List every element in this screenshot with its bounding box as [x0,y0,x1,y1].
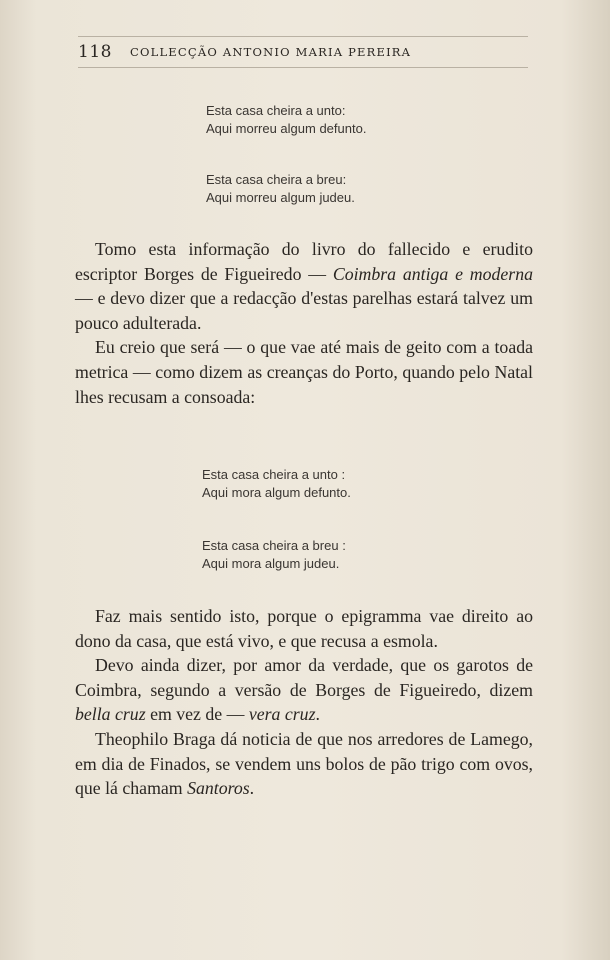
paragraph: Tomo esta informação do livro do fallecido e erudito escriptor Borges de Figueiredo — Coimbra antiga e moderna — e devo dizer que a redacção d'estas parelhas estará talvez um pouco adulterada. [75,239,533,333]
verse-line: Esta casa cheira a unto: [206,103,346,118]
page-number: 118 [78,42,112,62]
italic-term: bella cruz [75,704,146,725]
verse-line: Esta casa cheira a breu: [206,172,347,187]
page-header [78,36,528,68]
italic-term: Santoros [187,778,250,799]
italic-term: vera cruz [248,704,316,725]
verse-couplet-3 [202,466,351,502]
paragraph: Eu creio que será — o que vae até mais de geito com a toada metrica — como dizem as creanças do Porto, quando pelo Natal lhes recusam a consoada: [75,337,533,407]
verse-line: Esta casa cheira a unto : [202,467,346,482]
verse-line: Aqui morreu algum defunto. [206,121,367,136]
verse-line: Esta casa cheira a breu : [202,538,346,553]
book-title: Coimbra antiga e moderna [332,263,533,284]
paragraph: Devo ainda dizer, por amor da verdade, que os garotos de Coimbra, segundo a versão de Borges de Figueiredo, dizem bella cruz em vez de — vera cruz. [75,655,533,725]
verse-line: Aqui mora algum judeu. [202,556,340,571]
paragraph: Theophilo Braga dá noticia de que nos arredores de Lamego, em dia de Finados, se vendem uns bolos de pão trigo com ovos, que lá chamam Santoros. [75,728,533,799]
verse-couplet-2 [206,171,355,207]
verse-couplet-1 [206,102,366,138]
verse-line: Aqui morreu algum judeu. [206,190,355,205]
prose-block-2 [75,604,533,801]
verse-couplet-4 [202,537,346,573]
paragraph: Faz mais sentido isto, porque o epigramma vae direito ao dono da casa, que está vivo, e que recusa a esmola. [75,606,533,651]
prose-block-1 [75,237,533,409]
verse-line: Aqui mora algum defunto. [202,485,351,500]
running-head: COLLECÇÃO ANTONIO MARIA PEREIRA [130,45,412,59]
